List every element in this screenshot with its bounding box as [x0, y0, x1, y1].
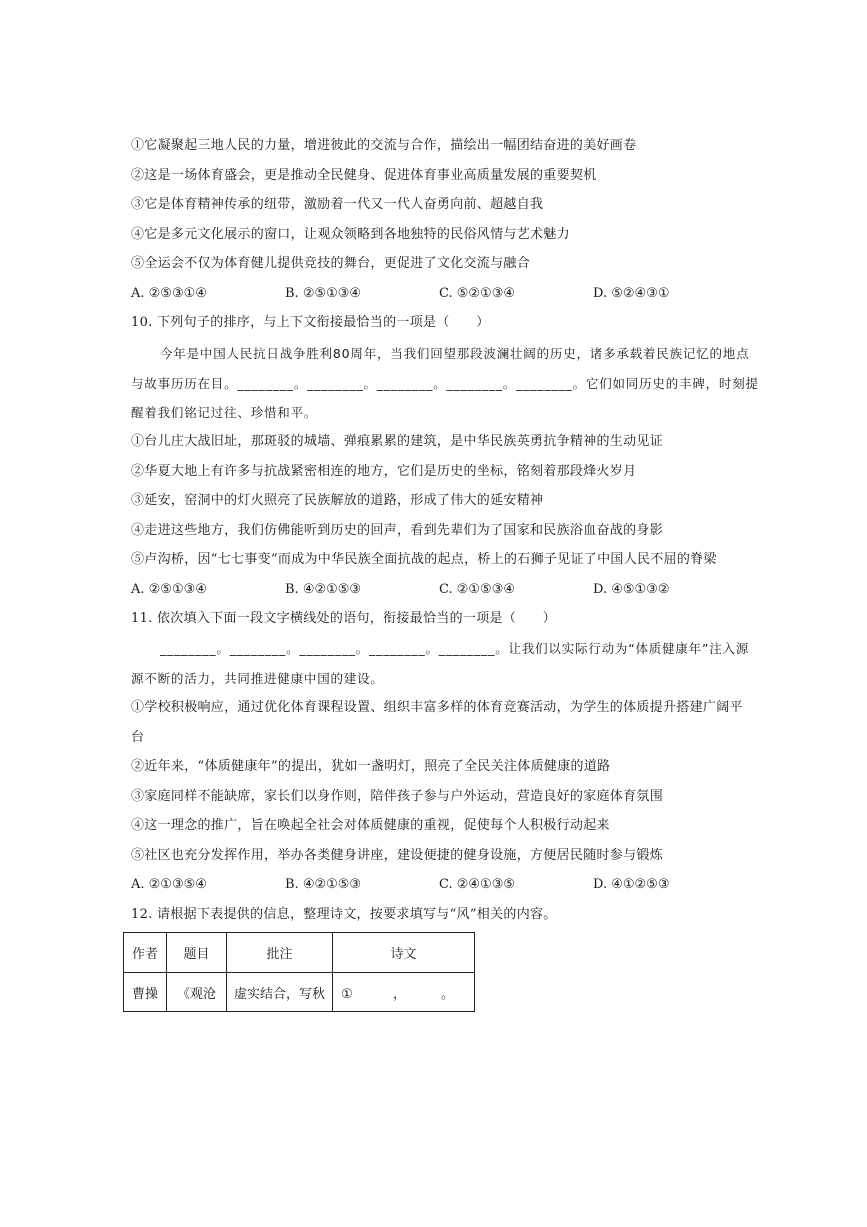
q11-item-3: ③家庭同样不能缺席，家长们以身作则，陪伴孩子参与户外运动，营造良好的家庭体育氛围	[131, 789, 664, 804]
q9-option-a: A. ②⑤③①④	[131, 286, 207, 301]
q11-option-c: C. ②④①③⑤	[439, 877, 516, 892]
q11-item-5: ⑤社区也充分发挥作用，举办各类健身讲座，建设便捷的健身设施，方便居民随时参与锻炼	[131, 848, 664, 863]
q9-item-1: ①它凝聚起三地人民的力量，增进彼此的交流与合作，描绘出一幅团结奋进的美好画卷	[131, 138, 637, 153]
q11-stem: 11. 依次填入下面一段文字横线处的语句，衔接最恰当的一项是（ ）	[131, 611, 557, 626]
q11-item-4: ④这一理念的推广，旨在唤起全社会对体质健康的重视，促使每个人积极行动起来	[131, 818, 610, 833]
q10-option-b: B. ④②①⑤③	[285, 582, 362, 597]
q9-options	[131, 285, 691, 303]
q11-option-b: B. ④②①⑤③	[285, 877, 362, 892]
q11-options	[131, 876, 691, 894]
answer-comma: ，	[393, 986, 407, 1002]
q11-passage-line-1: ________。________。________。________。________。让我们以实际行动为“体质健康年”注入源	[160, 641, 750, 656]
answer-number: ①	[341, 986, 353, 1002]
q10-option-c: C. ②①⑤③④	[439, 582, 516, 597]
cell-answer-blank[interactable]	[333, 973, 475, 1012]
q9-item-2: ②这是一场体育盛会，更是推动全民健身、促进体育事业高质量发展的重要契机	[131, 168, 597, 183]
q11-item-2: ②近年来，“体质健康年”的提出，犹如一盏明灯，照亮了全民关注体质健康的道路	[131, 759, 611, 774]
table-row	[124, 973, 475, 1012]
header-poem-text: 诗文	[333, 933, 475, 973]
q10-item-5: ⑤卢沟桥，因“七七事变”而成为中华民族全面抗战的起点，桥上的石狮子见证了中国人民不屈的脊梁	[131, 552, 717, 567]
q10-stem: 10. 下列句子的排序，与上下文衔接最恰当的一项是（ ）	[131, 315, 490, 330]
q10-passage-line-1: 今年是中国人民抗日战争胜利80周年，当我们回望那段波澜壮阔的历史，诸多承载着民族记忆的地点	[160, 346, 750, 361]
q10-item-4: ④走进这些地方，我们仿佛能听到历史的回声，看到先辈们为了国家和民族浴血奋战的身影	[131, 523, 664, 538]
q9-item-5: ⑤全运会不仅为体育健儿提供竞技的舞台，更促进了文化交流与融合	[131, 256, 531, 271]
answer-period: 。	[441, 986, 455, 1002]
q9-option-b: B. ②⑤①③④	[285, 286, 362, 301]
q11-passage-line-2: 源不断的活力，共同推进健康中国的建设。	[131, 671, 384, 686]
q10-option-d: D. ④⑤①③②	[593, 582, 670, 597]
q11-option-a: A. ②①③⑤④	[131, 877, 207, 892]
header-author: 作者	[124, 933, 167, 973]
cell-title: 《观沧	[167, 973, 227, 1012]
q11-option-d: D. ④①②⑤③	[593, 877, 670, 892]
q11-item-1: ①学校积极响应，通过优化体育课程设置、组织丰富多样的体育竞赛活动，为学生的体质提升搭建广阔平	[131, 700, 743, 715]
header-annotation: 批注	[227, 933, 333, 973]
q11-item-1-cont: 台	[131, 730, 145, 745]
q10-passage-line-2: 与故事历历在目。________。________。________。________。________。它们如同历史的丰碑，时刻提	[131, 376, 759, 391]
q10-item-3: ③延安，窑洞中的灯火照亮了民族解放的道路，形成了伟大的延安精神	[131, 493, 544, 508]
q9-item-3: ③它是体育精神传承的纽带，激励着一代又一代人奋勇向前、超越自我	[131, 197, 544, 212]
cell-annotation: 虚实结合，写秋	[227, 973, 333, 1012]
cell-author: 曹操	[124, 973, 167, 1012]
q10-option-a: A. ②⑤①③④	[131, 582, 207, 597]
q10-item-2: ②华夏大地上有许多与抗战紧密相连的地方，它们是历史的坐标，铭刻着那段烽火岁月	[131, 464, 637, 479]
poem-info-table	[123, 932, 475, 1012]
header-title: 题目	[167, 933, 227, 973]
q12-stem: 12. 请根据下表提供的信息，整理诗文，按要求填写与“风”相关的内容。	[131, 907, 557, 922]
q9-option-c: C. ⑤②①③④	[439, 286, 516, 301]
table-header-row	[124, 933, 475, 973]
q10-options	[131, 581, 691, 599]
q10-item-1: ①台儿庄大战旧址，那斑驳的城墙、弹痕累累的建筑，是中华民族英勇抗争精神的生动见证	[131, 434, 664, 449]
q10-passage-line-3: 醒着我们铭记过往、珍惜和平。	[131, 405, 318, 420]
q9-option-d: D. ⑤②④③①	[593, 286, 670, 301]
q9-item-4: ④它是多元文化展示的窗口，让观众领略到各地独特的民俗风情与艺术魅力	[131, 227, 570, 242]
